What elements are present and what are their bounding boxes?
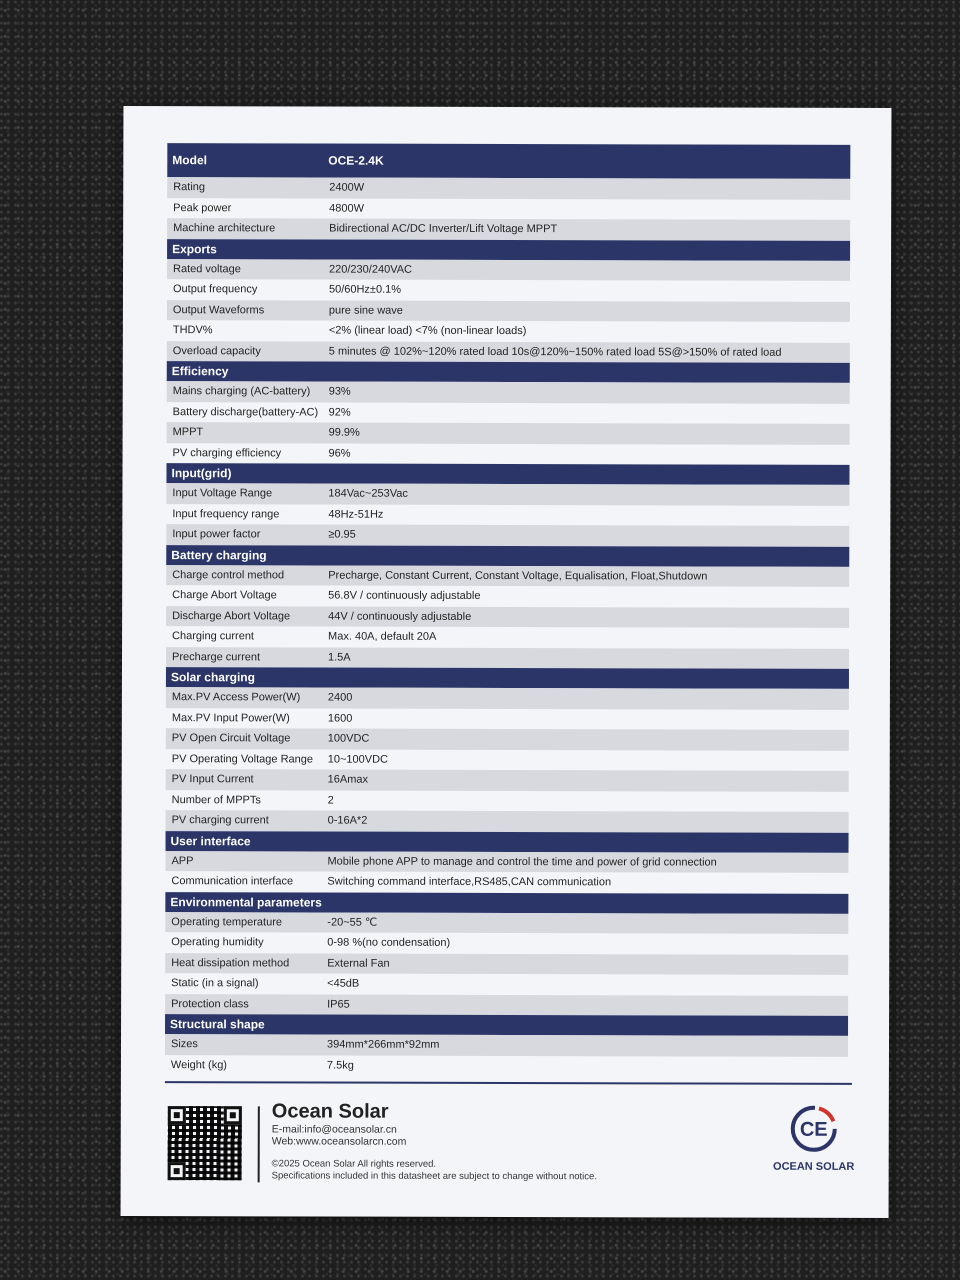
- spec-value: ≥0.95: [328, 528, 356, 541]
- spec-key: Overload capacity: [172, 344, 261, 358]
- spec-value: 7.5kg: [326, 1059, 354, 1072]
- spec-value: 48Hz-51Hz: [328, 508, 384, 521]
- spec-value: 1600: [327, 712, 353, 725]
- spec-row: [166, 728, 849, 750]
- spec-key: Precharge current: [171, 650, 261, 664]
- datasheet-paper: [121, 106, 892, 1218]
- spec-key: Communication interface: [171, 875, 294, 888]
- spec-value: External Fan: [327, 957, 390, 970]
- spec-key: PV charging current: [171, 814, 269, 827]
- spec-key: Charging current: [172, 630, 255, 643]
- spec-value: 92%: [328, 406, 351, 419]
- spec-key: APP: [171, 854, 194, 867]
- spec-value: 0-98 %(no condensation): [327, 936, 451, 950]
- spec-row: [166, 769, 849, 791]
- section-header: Efficiency: [167, 361, 850, 383]
- spec-value: 50/60Hz±0.1%: [328, 283, 402, 296]
- legal-info: [272, 1158, 597, 1183]
- ocean-solar-logo: [769, 1104, 859, 1173]
- spec-key: Charge Abort Voltage: [172, 589, 277, 602]
- spec-key: Machine architecture: [173, 222, 276, 235]
- spec-row: [166, 524, 849, 546]
- footer-divider: [165, 1081, 852, 1085]
- spec-value: 2400: [327, 691, 353, 704]
- spec-value: Precharge, Constant Current, Constant Voltage, Equalisation, Float,Shutdown: [328, 569, 708, 583]
- spec-row: [166, 810, 849, 832]
- spec-key: Input power factor: [172, 528, 261, 541]
- spec-value: 44V / continuously adjustable: [328, 610, 472, 623]
- spec-key: Heat dissipation method: [171, 956, 290, 970]
- spec-value: 1.5A: [327, 651, 351, 664]
- spec-row: [167, 381, 850, 403]
- spec-key: PV Operating Voltage Range: [171, 752, 314, 766]
- spec-value: 96%: [328, 447, 351, 460]
- spec-row: [165, 973, 848, 995]
- model-label: Model: [172, 153, 208, 168]
- spec-key: Max.PV Access Power(W): [171, 691, 301, 704]
- spec-value: 56.8V / continuously adjustable: [328, 589, 481, 603]
- spec-row: [167, 259, 850, 281]
- spec-key: PV Input Current: [171, 773, 254, 786]
- section-header: Structural shape: [165, 1014, 848, 1036]
- footer-vertical-line: [258, 1106, 260, 1182]
- spec-row: [166, 504, 849, 526]
- email-text: E-mail:info@oceansolar.cn: [271, 1123, 397, 1136]
- section-header: Input(grid): [166, 463, 849, 485]
- spec-row: [165, 871, 848, 893]
- spec-value: 99.9%: [328, 426, 360, 439]
- spec-row: [166, 647, 849, 669]
- brand-name: Ocean Solar: [271, 1100, 389, 1123]
- spec-row: [165, 953, 848, 975]
- spec-table: [165, 143, 850, 1077]
- section-header: User interface: [166, 831, 849, 853]
- spec-row: [167, 279, 850, 301]
- spec-key: Operating humidity: [171, 936, 264, 949]
- spec-value: 220/230/240VAC: [329, 263, 413, 276]
- model-value: OCE-2.4K: [328, 153, 384, 168]
- spec-value: Bidirectional AC/DC Inverter/Lift Voltage MPPT: [329, 222, 558, 236]
- spec-row: [167, 177, 850, 199]
- spec-key: Charge control method: [172, 568, 285, 582]
- spec-value: 184Vac~253Vac: [328, 487, 408, 500]
- spec-row: [167, 402, 850, 424]
- spec-key: Battery discharge(battery-AC): [172, 405, 319, 419]
- spec-key: Operating temperature: [171, 915, 283, 929]
- spec-row: [167, 443, 850, 465]
- logo-letters: CE: [799, 1118, 828, 1141]
- spec-value: IP65: [327, 998, 350, 1011]
- spec-row: [167, 198, 850, 220]
- spec-row: [166, 585, 849, 607]
- spec-value: 5 minutes @ 102%~120% rated load 10s@120%~150% rated load 5S@>150% of rated load: [328, 345, 782, 359]
- contact-info: [272, 1123, 407, 1147]
- section-header: Exports: [167, 239, 850, 261]
- spec-row: [165, 851, 848, 873]
- spec-value: 2: [327, 794, 334, 807]
- spec-key: Protection class: [171, 997, 249, 1011]
- spec-key: Input frequency range: [172, 507, 280, 521]
- spec-key: Static (in a signal): [171, 977, 259, 990]
- spec-row: [166, 483, 849, 505]
- spec-row: [165, 994, 848, 1016]
- spec-row: [166, 749, 849, 771]
- spec-key: Rating: [173, 181, 206, 194]
- spec-key: MPPT: [172, 426, 204, 439]
- spec-row: [167, 422, 850, 444]
- spec-value: 2400W: [329, 181, 365, 194]
- spec-key: PV Open Circuit Voltage: [171, 732, 291, 745]
- spec-row: [167, 300, 850, 322]
- spec-value: 4800W: [329, 202, 365, 215]
- spec-row: [165, 932, 848, 954]
- spec-value: 0-16A*2: [327, 814, 368, 827]
- spec-value: pure sine wave: [328, 304, 403, 317]
- spec-key: Mains charging (AC-battery): [172, 385, 311, 398]
- spec-key: Sizes: [170, 1038, 198, 1051]
- spec-value: 10~100VDC: [327, 753, 389, 766]
- model-header: [167, 143, 850, 179]
- logo-mark-icon: [789, 1104, 839, 1154]
- spec-key: Input Voltage Range: [172, 487, 273, 500]
- spec-value: Mobile phone APP to manage and control the time and power of grid connection: [327, 855, 717, 869]
- spec-value: Max. 40A, default 20A: [328, 630, 437, 644]
- spec-row: [167, 341, 850, 363]
- spec-row: [166, 606, 849, 628]
- spec-row: [165, 1034, 848, 1056]
- spec-row: [167, 320, 850, 342]
- qr-code: [168, 1106, 242, 1180]
- spec-row: [166, 626, 849, 648]
- spec-row: [166, 790, 849, 812]
- logo-text: OCEAN SOLAR: [773, 1160, 855, 1173]
- spec-value: 16Amax: [327, 773, 369, 786]
- spec-key: Max.PV Input Power(W): [171, 711, 290, 725]
- spec-value: 394mm*266mm*92mm: [326, 1038, 440, 1052]
- spec-value: 93%: [328, 385, 351, 398]
- spec-key: Rated voltage: [173, 262, 241, 276]
- spec-key: PV charging efficiency: [172, 446, 282, 460]
- spec-row: [167, 218, 850, 240]
- spec-row: [165, 1055, 848, 1077]
- section-header: Environmental parameters: [165, 892, 848, 914]
- spec-row: [166, 565, 849, 587]
- spec-value: <2% (linear load) <7% (non-linear loads): [328, 324, 527, 338]
- spec-key: Discharge Abort Voltage: [172, 609, 291, 623]
- spec-key: Weight (kg): [170, 1058, 228, 1072]
- spec-key: Peak power: [173, 201, 232, 215]
- section-header: Solar charging: [166, 667, 849, 689]
- spec-value: 100VDC: [327, 732, 370, 745]
- spec-row: [166, 708, 849, 730]
- spec-key: Number of MPPTs: [171, 793, 261, 807]
- spec-value: -20~55 ℃: [327, 916, 378, 929]
- copyright-text: ©2025 Ocean Solar All rights reserved.: [271, 1158, 437, 1170]
- spec-key: Output Waveforms: [172, 303, 265, 317]
- spec-key: Output frequency: [172, 283, 258, 296]
- spec-row: [166, 687, 849, 709]
- spec-value: Switching command interface,RS485,CAN communication: [327, 875, 612, 889]
- spec-value: <45dB: [327, 977, 360, 990]
- website-text: Web:www.oceansolarcn.com: [271, 1135, 407, 1148]
- section-header: Battery charging: [166, 545, 849, 567]
- spec-key: THDV%: [172, 324, 213, 337]
- spec-row: [165, 912, 848, 934]
- disclaimer-text: Specifications included in this datasheet are subject to change without notice.: [271, 1170, 597, 1183]
